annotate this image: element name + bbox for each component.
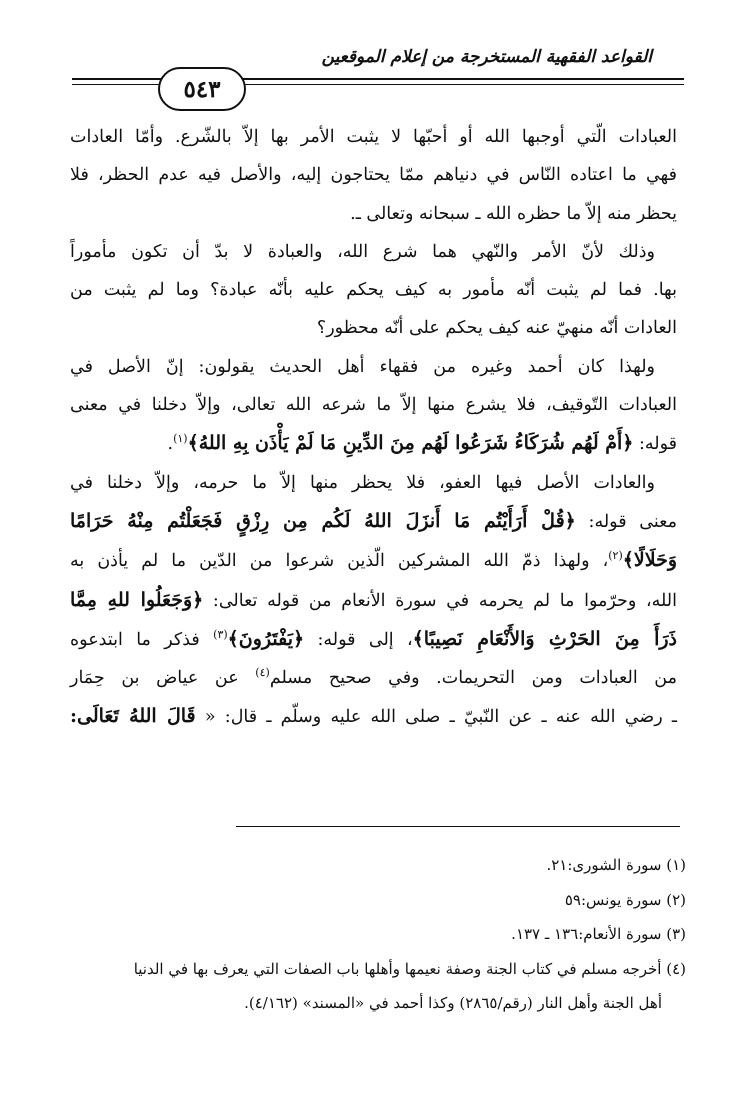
text-line: بها. فما لم يثبت أنّه مأمور به كيف يحكم عليه بأنّه عبادة؟ وما لم يثبت من bbox=[70, 280, 677, 301]
text-line bbox=[70, 581, 677, 620]
footnote-2: (٢) سورة يونس:٥٩ bbox=[564, 890, 686, 909]
footnote-4-continued: أهل الجنة وأهل النار (رقم/٢٨٦٥) وكذا أحمد في «المسند» (٤/١٦٢). bbox=[244, 994, 662, 1012]
text-fragment: . bbox=[167, 434, 174, 455]
text-line: وذلك لأنّ الأمر والنّهي هما شرع الله، والعبادة لا بدّ أن تكون مأموراً bbox=[70, 241, 655, 262]
footnote-ref: (٢) bbox=[608, 549, 623, 563]
text-line bbox=[70, 697, 677, 736]
text-fragment: من العبادات ومن التحريمات. وفي صحيح مسلم bbox=[269, 668, 677, 689]
text-line bbox=[70, 424, 677, 463]
footnote-4: (٤) أخرجه مسلم في كتاب الجنة وصفة نعيمها وأهلها باب الصفات التي يعرف بها في الدنيا bbox=[133, 959, 686, 978]
text-fragment: ، ولهذا ذمّ الله المشركين الّذين شرعوا من الدّين ما لم يأذن به bbox=[70, 551, 609, 572]
text-line: العبادات التّوقيف، فلا يشرع منها إلاّ ما شرعه الله تعالى، وإلاّ دخلنا في معنى bbox=[70, 395, 677, 416]
text-line bbox=[70, 502, 677, 541]
text-line: ولهذا كان أحمد وغيره من فقهاء أهل الحديث يقولون: إنّ الأصل في bbox=[70, 356, 655, 377]
text-line: العبادات الّتي أوجبها الله أو أحبّها لا يثبت الأمر بها إلاّ بالشّرع. وأمّا العادات bbox=[70, 127, 677, 147]
quran-verse: قَالَ اللهُ تَعَالَى: bbox=[70, 705, 196, 728]
quran-verse: وَحَلَالًا﴾ bbox=[622, 549, 677, 572]
page-number-badge: ٥٤٣ bbox=[158, 67, 246, 111]
footnote-ref: (٤) bbox=[255, 666, 270, 680]
quran-verse: ذَرَأَ مِنَ الحَرْثِ وَالأَنْعَامِ نَصِيبًا﴾ bbox=[412, 627, 677, 650]
footnote-1: (١) سورة الشورى:٢١. bbox=[546, 856, 686, 874]
text-fragment: ، إلى قوله: bbox=[304, 629, 413, 650]
footnote-3: (٣) سورة الأنعام:١٣٦ ـ ١٣٧. bbox=[511, 925, 686, 943]
text-line bbox=[70, 659, 677, 697]
footnote-separator bbox=[236, 826, 680, 827]
text-fragment: فذكر ما ابتدعوه bbox=[70, 629, 214, 650]
text-line: والعادات الأصل فيها العفو، فلا يحظر منها إلاّ ما حرمه، وإلاّ دخلنا في bbox=[70, 472, 655, 493]
quran-verse: ﴿أَمْ لَهُم شُرَكَاءُ شَرَعُوا لَهُم مِنَ الدِّينِ مَا لَمْ يَأْذَن بِهِ اللهُ﴾ bbox=[187, 432, 634, 455]
text-fragment: الله، وحرّموا ما لم يحرمه في سورة الأنعام من قوله تعالى: bbox=[203, 590, 677, 611]
footnote-ref: (١) bbox=[173, 432, 188, 446]
text-line: يحظر منه إلاّ ما حظره الله ـ سبحانه وتعالى ـ. bbox=[350, 203, 677, 224]
footnote-ref: (٣) bbox=[213, 628, 228, 642]
quran-verse: ﴿يَفْتَرُونَ﴾ bbox=[227, 627, 305, 650]
quran-verse: ﴿قُلْ أَرَأَيْتُم مَا أَنزَلَ اللهُ لَكُم مِن رِزْقٍ فَجَعَلْتُم مِنْهُ حَرَامًا bbox=[70, 509, 576, 532]
running-header-title: القواعد الفقهية المستخرجة من إعلام الموقعين bbox=[321, 47, 652, 67]
text-line: العادات أنّه منهيّ عنه كيف يحكم على أنّه محظور؟ bbox=[316, 318, 677, 339]
text-line bbox=[70, 541, 677, 580]
text-fragment: معنى قوله: bbox=[575, 511, 677, 532]
footnotes bbox=[64, 848, 686, 1021]
body-text bbox=[70, 118, 677, 737]
text-fragment: عن عياض بن حِمَار bbox=[70, 668, 256, 689]
text-fragment: ـ رضي الله عنه ـ عن النّبيّ ـ صلى الله عليه وسلّم ـ قال: « bbox=[195, 707, 677, 728]
text-line: فهي ما اعتاده النّاس في دنياهم ممّا يحتاجون إليه، والأصل فيه عدم الحظر، فلا bbox=[70, 165, 677, 186]
text-line bbox=[70, 620, 677, 659]
quran-verse: ﴿وَجَعَلُوا للهِ مِمَّا bbox=[70, 588, 204, 611]
text-fragment: قوله: bbox=[633, 434, 677, 455]
